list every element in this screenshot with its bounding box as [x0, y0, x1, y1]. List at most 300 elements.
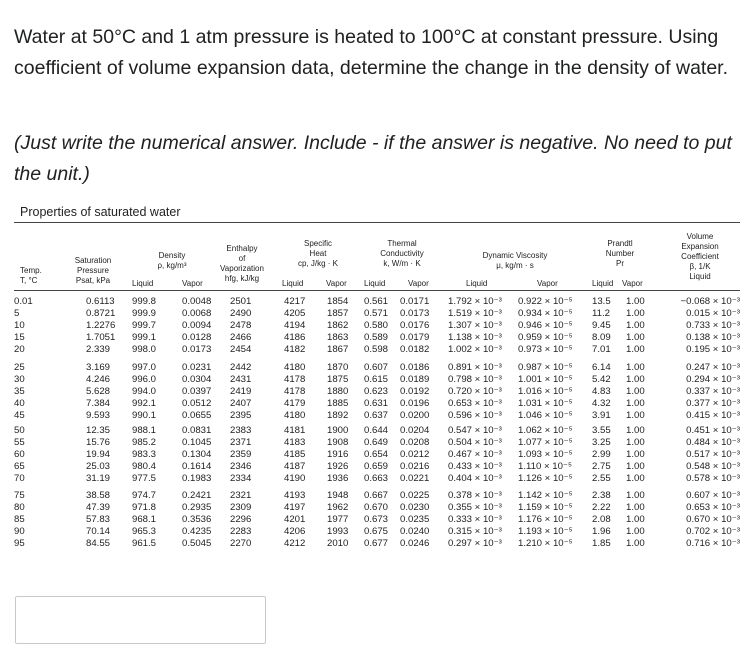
table-cell: 1.077 × 10⁻⁵	[518, 437, 573, 448]
table-cell: 0.0246	[400, 538, 430, 549]
table-cell: 4182	[284, 344, 306, 355]
table-cell: 95	[14, 538, 25, 549]
table-cell: 25	[14, 362, 25, 373]
table-cell: 1916	[327, 449, 349, 460]
table-cell: 0.716 × 10⁻³	[686, 538, 740, 549]
table-cell: 0.702 × 10⁻³	[686, 526, 740, 537]
table-cell: 0.8721	[86, 308, 116, 319]
table-cell: 0.670 × 10⁻³	[686, 514, 740, 525]
table-cell: −0.068 × 10⁻³	[680, 296, 740, 307]
table-cell: 45	[14, 410, 25, 421]
table-cell: 1900	[327, 425, 349, 436]
table-cell: 4206	[284, 526, 306, 537]
table-cell: 1885	[327, 398, 349, 409]
header-label-line: Dynamic Viscosity	[482, 251, 548, 260]
table-cell: 1.016 × 10⁻⁵	[518, 386, 573, 397]
table-row	[14, 344, 740, 356]
header-viscosity	[450, 251, 580, 271]
table-cell: 2.339	[86, 344, 111, 355]
header-label-line: Pr	[616, 259, 624, 268]
table-cell: 31.19	[86, 473, 111, 484]
table-row	[14, 526, 740, 538]
table-cell: 1908	[327, 437, 349, 448]
table-cell: 1.00	[626, 538, 645, 549]
header-divider	[14, 290, 740, 291]
table-cell: 0.0304	[182, 374, 212, 385]
table-cell: 1.7051	[86, 332, 116, 343]
header-mu-liquid: Liquid	[466, 279, 488, 288]
table-cell: 0.247 × 10⁻³	[686, 362, 740, 373]
table-row	[14, 374, 740, 386]
table-cell: 4.32	[592, 398, 611, 409]
table-cell: 4178	[284, 386, 306, 397]
table-cell: 0.377 × 10⁻³	[686, 398, 740, 409]
table-cell: 0.2421	[182, 490, 212, 501]
table-cell: 968.1	[132, 514, 157, 525]
table-cell: 11.2	[592, 308, 610, 319]
table-cell: 4181	[284, 425, 306, 436]
table-cell: 0.297 × 10⁻³	[448, 538, 502, 549]
table-cell: 1.00	[626, 437, 645, 448]
table-cell: 0.653 × 10⁻³	[448, 398, 502, 409]
table-cell: 2346	[230, 461, 252, 472]
table-cell: 4186	[284, 332, 306, 343]
table-cell: 5.42	[592, 374, 611, 385]
table-cell: 4217	[284, 296, 306, 307]
table-cell: 0.0221	[400, 473, 430, 484]
table-cell: 0.0240	[400, 526, 430, 537]
table-cell: 47.39	[86, 502, 111, 513]
table-cell: 2359	[230, 449, 252, 460]
table-cell: 0.355 × 10⁻³	[448, 502, 502, 513]
table-cell: 15.76	[86, 437, 111, 448]
table-cell: 0.673	[364, 514, 389, 525]
table-cell: 2283	[230, 526, 252, 537]
table-cell: 999.9	[132, 308, 157, 319]
table-cell: 997.0	[132, 362, 157, 373]
table-cell: 5.628	[86, 386, 111, 397]
title-divider	[14, 222, 740, 223]
table-cell: 3.169	[86, 362, 111, 373]
table-row	[14, 296, 740, 308]
table-cell: 2383	[230, 425, 252, 436]
table-cell: 1867	[327, 344, 349, 355]
table-cell: 983.3	[132, 449, 157, 460]
table-cell: 0.677	[364, 538, 389, 549]
table-cell: 0.1983	[182, 473, 212, 484]
table-cell: 1.138 × 10⁻³	[448, 332, 502, 343]
table-row	[14, 449, 740, 461]
table-cell: 999.8	[132, 296, 157, 307]
table-cell: 0.6113	[86, 296, 115, 307]
header-label-line: Saturation	[74, 256, 112, 265]
header-label-line: T, °C	[20, 276, 38, 285]
table-cell: 1.96	[592, 526, 611, 537]
table-cell: 1.00	[626, 398, 645, 409]
table-cell: 20	[14, 344, 25, 355]
table-cell: 1.792 × 10⁻³	[448, 296, 502, 307]
table-cell: 75	[14, 490, 25, 501]
table-cell: 2321	[230, 490, 252, 501]
table-cell: 0.1614	[182, 461, 212, 472]
table-cell: 1.00	[626, 320, 645, 331]
table-cell: 0.973 × 10⁻⁵	[518, 344, 573, 355]
table-cell: 0.0204	[400, 425, 430, 436]
table-cell: 1875	[327, 374, 349, 385]
header-label-line: Volume	[686, 232, 714, 241]
header-label-line: Coefficient	[681, 252, 719, 261]
table-cell: 0.195 × 10⁻³	[686, 344, 740, 355]
header-label-line: cp, J/kg · K	[297, 259, 338, 268]
table-cell: 0.504 × 10⁻³	[448, 437, 502, 448]
table-cell: 2296	[230, 514, 252, 525]
header-label-line: β, 1/K	[689, 262, 711, 271]
header-label-line: ρ, kg/m³	[157, 261, 187, 270]
header-expansion	[660, 232, 740, 282]
table-cell: 977.5	[132, 473, 157, 484]
table-cell: 0.934 × 10⁻⁵	[518, 308, 573, 319]
header-label-line: Pressure	[76, 266, 109, 275]
table-cell: 1870	[327, 362, 349, 373]
header-label-line: k, W/m · K	[383, 259, 421, 268]
header-mu-vapor: Vapor	[537, 279, 558, 288]
header-pr-liquid: Liquid	[592, 279, 614, 288]
table-cell: 0.675	[364, 526, 389, 537]
table-cell: 0.0208	[400, 437, 430, 448]
table-cell: 1.00	[626, 425, 645, 436]
header-label-line: Psat, kPa	[75, 276, 111, 285]
header-pr-vapor: Vapor	[622, 279, 643, 288]
table-cell: 0.720 × 10⁻³	[448, 386, 502, 397]
table-cell: 2309	[230, 502, 252, 513]
table-cell: 0.315 × 10⁻³	[448, 526, 502, 537]
table-cell: 1.00	[626, 374, 645, 385]
table-cell: 0.0171	[400, 296, 430, 307]
table-cell: 4201	[284, 514, 306, 525]
table-row	[14, 410, 740, 422]
table-cell: 0.467 × 10⁻³	[448, 449, 502, 460]
header-label-line: Number	[605, 249, 635, 258]
table-cell: 4212	[284, 538, 306, 549]
table-row	[14, 461, 740, 473]
table-row	[14, 332, 740, 344]
table-cell: 0.0235	[400, 514, 430, 525]
table-cell: 971.8	[132, 502, 157, 513]
table-cell: 0.946 × 10⁻⁵	[518, 320, 573, 331]
table-cell: 15	[14, 332, 25, 343]
table-row	[14, 398, 740, 410]
table-cell: 0.548 × 10⁻³	[686, 461, 740, 472]
table-cell: 38.58	[86, 490, 111, 501]
table-cell: 2334	[230, 473, 252, 484]
header-label-line: Conductivity	[380, 249, 424, 258]
table-cell: 999.7	[132, 320, 157, 331]
table-cell: 0.631	[364, 398, 389, 409]
table-cell: 60	[14, 449, 25, 460]
table-cell: 80	[14, 502, 25, 513]
table-cell: 70	[14, 473, 25, 484]
table-cell: 2.75	[592, 461, 611, 472]
header-k-liquid: Liquid	[364, 279, 386, 288]
row-group-1	[14, 296, 740, 356]
table-cell: 2419	[230, 386, 252, 397]
table-cell: 0.0128	[182, 332, 212, 343]
table-cell: 0.517 × 10⁻³	[686, 449, 740, 460]
table-cell: 0.138 × 10⁻³	[686, 332, 740, 343]
table-cell: 1.00	[626, 362, 645, 373]
table-cell: 1.062 × 10⁻⁵	[518, 425, 573, 436]
table-cell: 0.580	[364, 320, 389, 331]
table-cell: 1.126 × 10⁻⁵	[518, 473, 573, 484]
header-density-vapor: Vapor	[182, 279, 203, 288]
table-cell: 0.1304	[182, 449, 212, 460]
table-cell: 2.22	[592, 502, 611, 513]
table-cell: 0.547 × 10⁻³	[448, 425, 502, 436]
table-cell: 3.91	[592, 410, 611, 421]
table-cell: 0.598	[364, 344, 389, 355]
table-cell: 4180	[284, 410, 306, 421]
table-cell: 4190	[284, 473, 306, 484]
table-cell: 1948	[327, 490, 349, 501]
table-cell: 0.959 × 10⁻⁵	[518, 332, 573, 343]
table-cell: 85	[14, 514, 25, 525]
header-label-line: μ, kg/m · s	[496, 261, 534, 270]
table-cell: 90	[14, 526, 25, 537]
table-cell: 0.0173	[182, 344, 212, 355]
table-cell: 4183	[284, 437, 306, 448]
table-cell: 0.561	[364, 296, 389, 307]
table-cell: 4.246	[86, 374, 111, 385]
header-density	[132, 251, 212, 271]
table-cell: 0.378 × 10⁻³	[448, 490, 502, 501]
table-cell: 999.1	[132, 332, 157, 343]
header-prandtl	[588, 239, 652, 269]
table-cell: 1.00	[626, 344, 645, 355]
table-cell: 7.01	[592, 344, 611, 355]
table-cell: 1962	[327, 502, 349, 513]
table-cell: 0.615	[364, 374, 389, 385]
table-cell: 2.99	[592, 449, 611, 460]
table-title: Properties of saturated water	[20, 205, 181, 219]
table-cell: 1.193 × 10⁻⁵	[518, 526, 573, 537]
table-cell: 0.0094	[182, 320, 212, 331]
header-temp	[20, 266, 60, 286]
table-cell: 0.596 × 10⁻³	[448, 410, 502, 421]
table-cell: 1.176 × 10⁻⁵	[518, 514, 573, 525]
table-cell: 1.519 × 10⁻³	[448, 308, 502, 319]
table-row	[14, 437, 740, 449]
header-specific-heat	[282, 239, 354, 269]
table-cell: 0.987 × 10⁻⁵	[518, 362, 573, 373]
table-cell: 0.0231	[182, 362, 212, 373]
table-cell: 9.593	[86, 410, 111, 421]
table-cell: 4178	[284, 374, 306, 385]
table-cell: 2395	[230, 410, 252, 421]
table-row	[14, 490, 740, 502]
table-cell: 1.00	[626, 490, 645, 501]
table-cell: 2490	[230, 308, 252, 319]
question-note: (Just write the numerical answer. Include - if the answer is negative. No need to put the unit.)	[14, 132, 732, 185]
table-cell: 1.210 × 10⁻⁵	[518, 538, 573, 549]
table-cell: 1993	[327, 526, 349, 537]
table-cell: 1977	[327, 514, 349, 525]
table-cell: 1.00	[626, 473, 645, 484]
table-row	[14, 320, 740, 332]
table-cell: 4180	[284, 362, 306, 373]
table-cell: 1862	[327, 320, 349, 331]
table-cell: 2466	[230, 332, 252, 343]
table-cell: 1.00	[626, 526, 645, 537]
table-cell: 3.55	[592, 425, 611, 436]
table-cell: 10	[14, 320, 25, 331]
row-group-3	[14, 425, 740, 485]
table-cell: 0.0512	[182, 398, 212, 409]
row-group-4	[14, 490, 740, 550]
table-cell: 1.046 × 10⁻⁵	[518, 410, 573, 421]
table-row	[14, 425, 740, 437]
table-cell: 1.00	[626, 308, 645, 319]
header-label-line: Enthalpy	[226, 244, 258, 253]
table-cell: 965.3	[132, 526, 157, 537]
table-cell: 1880	[327, 386, 349, 397]
table-cell: 4187	[284, 461, 306, 472]
header-cp-vapor: Vapor	[326, 279, 347, 288]
table-cell: 1863	[327, 332, 349, 343]
table-cell: 0.663	[364, 473, 389, 484]
table-cell: 1.093 × 10⁻⁵	[518, 449, 573, 460]
table-cell: 0.0068	[182, 308, 212, 319]
header-label-line: Density	[158, 251, 186, 260]
table-cell: 4194	[284, 320, 306, 331]
table-cell: 0.589	[364, 332, 389, 343]
header-density-liquid: Liquid	[132, 279, 154, 288]
table-cell: 70.14	[86, 526, 111, 537]
table-cell: 0.01	[14, 296, 33, 307]
table-cell: 0.649	[364, 437, 389, 448]
table-cell: 7.384	[86, 398, 111, 409]
table-row	[14, 502, 740, 514]
table-cell: 1.001 × 10⁻⁵	[518, 374, 573, 385]
table-cell: 6.14	[592, 362, 611, 373]
table-cell: 0.484 × 10⁻³	[686, 437, 740, 448]
table-cell: 1.00	[626, 449, 645, 460]
table-cell: 0.623	[364, 386, 389, 397]
table-cell: 4179	[284, 398, 306, 409]
table-cell: 0.891 × 10⁻³	[448, 362, 502, 373]
table-cell: 1.00	[626, 502, 645, 513]
table-cell: 0.415 × 10⁻³	[686, 410, 740, 421]
table-cell: 2454	[230, 344, 252, 355]
table-cell: 988.1	[132, 425, 157, 436]
table-cell: 0.433 × 10⁻³	[448, 461, 502, 472]
table-cell: 0.451 × 10⁻³	[686, 425, 740, 436]
table-cell: 1.142 × 10⁻⁵	[518, 490, 573, 501]
header-conductivity	[362, 239, 442, 269]
table-cell: 19.94	[86, 449, 111, 460]
table-cell: 0.644	[364, 425, 389, 436]
header-label-line: Liquid	[689, 272, 711, 281]
table-row	[14, 362, 740, 374]
table-cell: 2501	[230, 296, 252, 307]
table-cell: 974.7	[132, 490, 157, 501]
table-cell: 0.0212	[400, 449, 430, 460]
answer-input[interactable]	[15, 596, 266, 644]
table-cell: 0.0655	[182, 410, 212, 421]
table-cell: 2407	[230, 398, 252, 409]
table-cell: 0.637	[364, 410, 389, 421]
table-cell: 2.38	[592, 490, 611, 501]
table-cell: 1.00	[626, 514, 645, 525]
table-cell: 9.45	[592, 320, 611, 331]
table-cell: 4.83	[592, 386, 611, 397]
table-cell: 0.0216	[400, 461, 430, 472]
question-text: Water at 50°C and 1 atm pressure is heated to 100°C at constant pressure. Using coefficient of volume expansion data, determine the change in the density of water.	[14, 26, 729, 79]
table-cell: 2442	[230, 362, 252, 373]
table-cell: 0.0186	[400, 362, 430, 373]
table-cell: 2371	[230, 437, 252, 448]
table-cell: 1.031 × 10⁻⁵	[518, 398, 573, 409]
table-cell: 1892	[327, 410, 349, 421]
table-cell: 1.85	[592, 538, 611, 549]
table-cell: 12.35	[86, 425, 111, 436]
table-cell: 0.0196	[400, 398, 430, 409]
table-cell: 0.0176	[400, 320, 430, 331]
table-cell: 1.307 × 10⁻³	[448, 320, 502, 331]
table-cell: 0.0225	[400, 490, 430, 501]
table-cell: 3.25	[592, 437, 611, 448]
table-cell: 0.404 × 10⁻³	[448, 473, 502, 484]
table-cell: 992.1	[132, 398, 157, 409]
header-enthalpy	[214, 244, 270, 284]
table-cell: 994.0	[132, 386, 157, 397]
table-cell: 13.5	[592, 296, 611, 307]
table-cell: 0.0048	[182, 296, 212, 307]
table-row	[14, 473, 740, 485]
table-cell: 0.733 × 10⁻³	[686, 320, 740, 331]
table-cell: 0.4235	[182, 526, 212, 537]
table-cell: 0.653 × 10⁻³	[686, 502, 740, 513]
table-cell: 2478	[230, 320, 252, 331]
header-label-line: of	[238, 254, 246, 263]
header-label-line: Thermal	[387, 239, 417, 248]
table-cell: 30	[14, 374, 25, 385]
table-cell: 0.0173	[400, 308, 430, 319]
table-row	[14, 514, 740, 526]
table-cell: 57.83	[86, 514, 111, 525]
table-cell: 0.0230	[400, 502, 430, 513]
table-cell: 0.607	[364, 362, 389, 373]
table-cell: 0.2935	[182, 502, 212, 513]
table-cell: 0.571	[364, 308, 389, 319]
table-cell: 980.4	[132, 461, 157, 472]
table-cell: 0.5045	[182, 538, 212, 549]
table-cell: 1.00	[626, 296, 645, 307]
table-cell: 0.667	[364, 490, 389, 501]
table-cell: 0.0192	[400, 386, 430, 397]
table-cell: 1857	[327, 308, 349, 319]
table-cell: 4193	[284, 490, 306, 501]
table-cell: 35	[14, 386, 25, 397]
table-cell: 0.607 × 10⁻³	[686, 490, 740, 501]
table-cell: 2.08	[592, 514, 611, 525]
table-cell: 84.55	[86, 538, 111, 549]
table-cell: 0.0397	[182, 386, 212, 397]
table-cell: 55	[14, 437, 25, 448]
header-label-line: Heat	[309, 249, 327, 258]
table-cell: 998.0	[132, 344, 157, 355]
table-cell: 1.2276	[86, 320, 116, 331]
table-cell: 1.002 × 10⁻³	[448, 344, 502, 355]
